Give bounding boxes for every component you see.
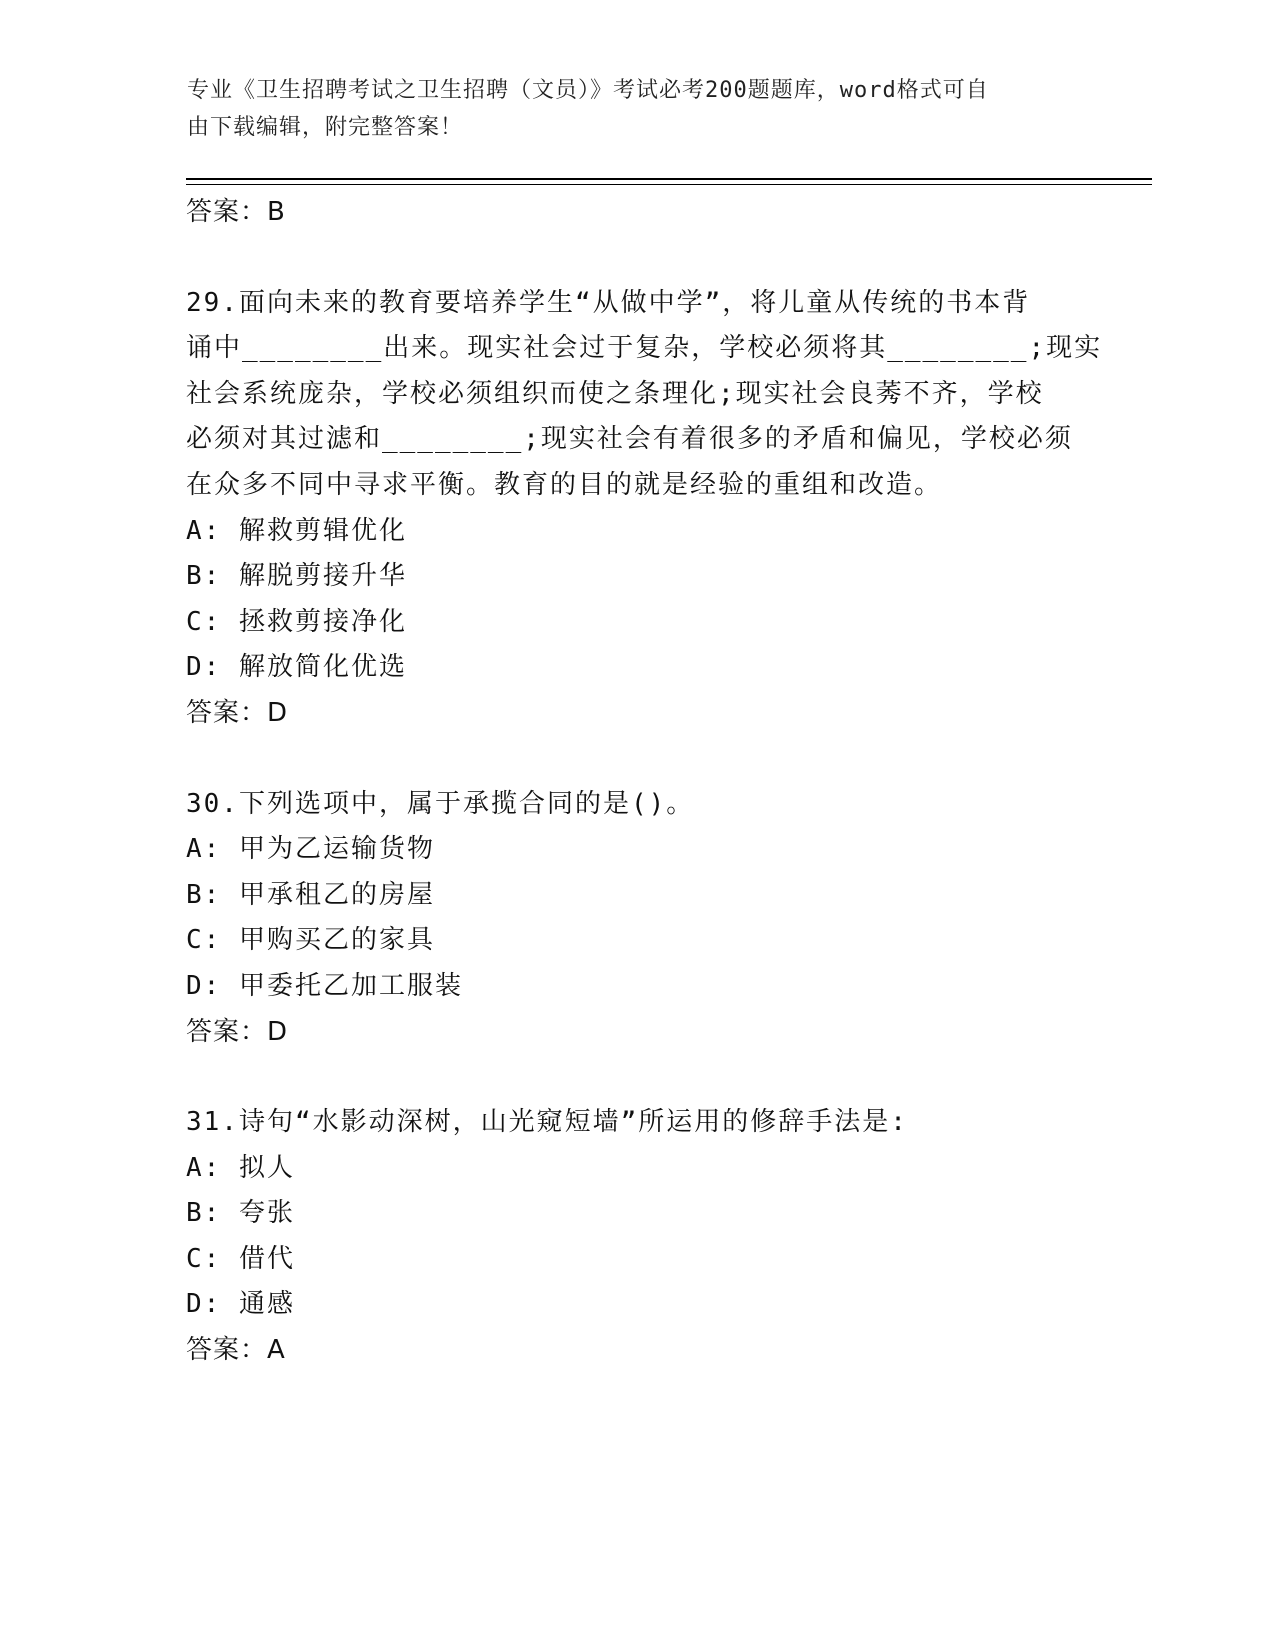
question-30-option-a: A: 甲为乙运输货物 (186, 834, 435, 865)
question-31-stem: 31.诗句“水影动深树，山光窥短墙”所运用的修辞手法是: (186, 1107, 908, 1138)
question-29 (186, 281, 1103, 737)
question-31 (186, 1100, 1076, 1374)
question-31-option-c: C: 借代 (186, 1243, 295, 1274)
question-31-option-b: B: 夸张 (186, 1198, 295, 1229)
question-29-line-3: 社会系统庞杂，学校必须组织而使之条理化;现实社会良莠不齐，学校 (186, 378, 1044, 409)
spacer (186, 737, 1076, 782)
question-29-option-a: A: 解救剪辑优化 (186, 515, 407, 546)
spacer (186, 1055, 1076, 1100)
question-30-option-b: B: 甲承租乙的房屋 (186, 879, 435, 910)
question-content (186, 190, 1103, 1374)
question-31-option-d: D: 通感 (186, 1289, 295, 1320)
question-29-line-1: 29.面向未来的教育要培养学生“从做中学”，将儿童从传统的书本背 (186, 287, 1031, 318)
question-29-line-4: 必须对其过滤和________;现实社会有着很多的矛盾和偏见，学校必须 (186, 424, 1073, 455)
question-30-option-d: D: 甲委托乙加工服装 (186, 970, 463, 1001)
question-30-answer: 答案：D (186, 1016, 289, 1047)
question-30-option-c: C: 甲购买乙的家具 (186, 925, 435, 956)
header-divider-thick (186, 178, 1152, 180)
question-30-stem: 30.下列选项中，属于承揽合同的是()。 (186, 788, 695, 819)
previous-answer: 答案：B (186, 197, 286, 227)
header-line-2: 由下载编辑，附完整答案！ (187, 115, 464, 140)
spacer (186, 236, 1076, 281)
question-31-option-a: A: 拟人 (186, 1152, 295, 1183)
question-29-option-c: C: 拯救剪接净化 (186, 606, 407, 637)
header-divider-thin (186, 184, 1152, 185)
question-29-option-d: D: 解放简化优选 (186, 652, 407, 683)
question-29-line-2: 诵中________出来。现实社会过于复杂，学校必须将其________;现实 (186, 333, 1103, 364)
question-29-line-5: 在众多不同中寻求平衡。教育的目的就是经验的重组和改造。 (186, 469, 943, 500)
question-29-option-b: B: 解脱剪接升华 (186, 561, 407, 592)
header-line-1: 专业《卫生招聘考试之卫生招聘（文员）》考试必考200题题库，word格式可自 (187, 78, 989, 103)
question-30 (186, 782, 1076, 1056)
document-header (187, 72, 1067, 146)
question-31-answer: 答案：A (186, 1335, 286, 1366)
question-29-answer: 答案：D (186, 697, 289, 728)
